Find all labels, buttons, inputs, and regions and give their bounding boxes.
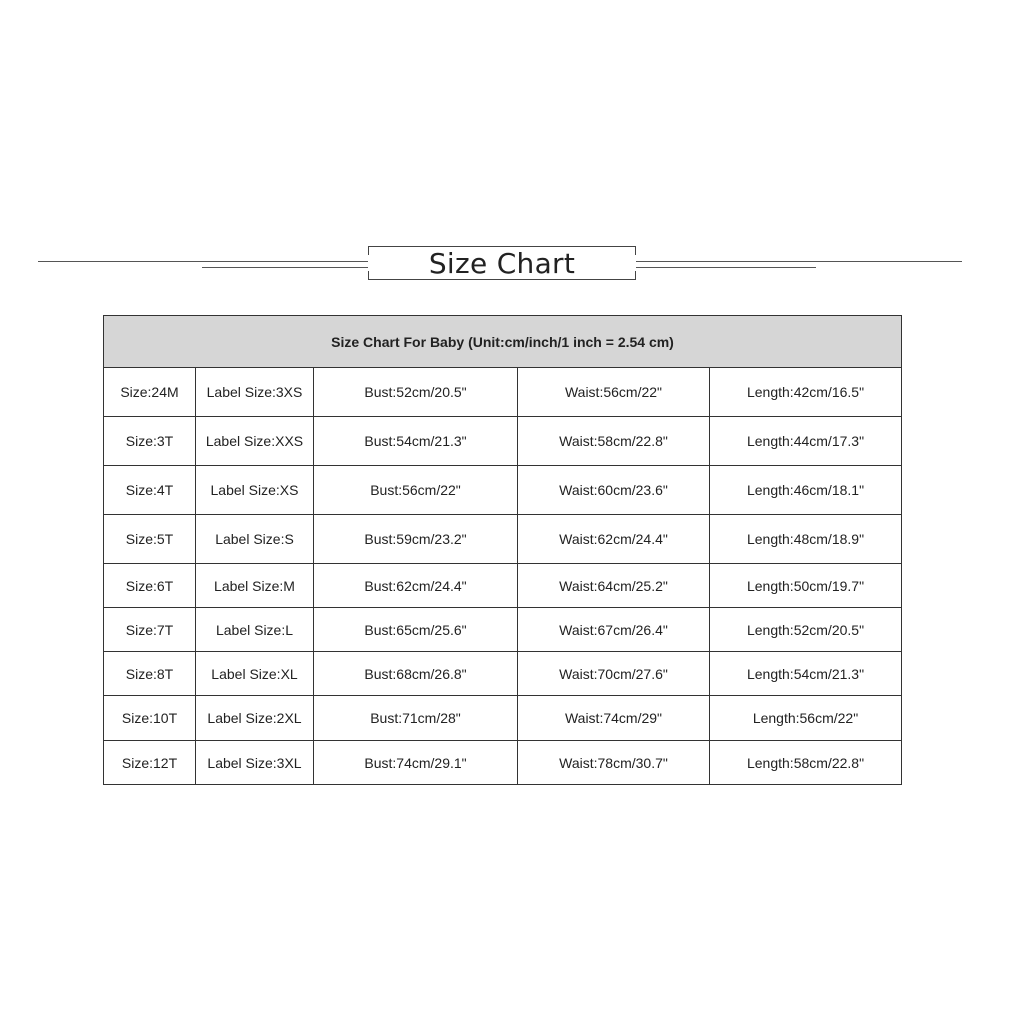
table-row	[104, 741, 902, 785]
length-cell: Length:44cm/17.3"	[710, 417, 902, 466]
title-rule-left-inner	[202, 267, 368, 268]
table-row	[104, 608, 902, 652]
waist-cell: Waist:70cm/27.6"	[518, 652, 710, 696]
bust-cell: Bust:56cm/22"	[314, 466, 518, 515]
length-cell: Length:56cm/22"	[710, 696, 902, 741]
table-row	[104, 696, 902, 741]
size-cell: Size:24M	[104, 368, 196, 417]
size-cell: Size:12T	[104, 741, 196, 785]
waist-cell: Waist:62cm/24.4"	[518, 515, 710, 564]
title-frame	[368, 246, 636, 280]
waist-cell: Waist:64cm/25.2"	[518, 564, 710, 608]
bust-cell: Bust:59cm/23.2"	[314, 515, 518, 564]
label-size-cell: Label Size:XL	[196, 652, 314, 696]
title-rule-left-outer	[38, 261, 368, 262]
length-cell: Length:48cm/18.9"	[710, 515, 902, 564]
waist-cell: Waist:58cm/22.8"	[518, 417, 710, 466]
waist-cell: Waist:74cm/29"	[518, 696, 710, 741]
waist-cell: Waist:56cm/22"	[518, 368, 710, 417]
label-size-cell: Label Size:L	[196, 608, 314, 652]
table-row	[104, 368, 902, 417]
size-cell: Size:7T	[104, 608, 196, 652]
size-cell: Size:6T	[104, 564, 196, 608]
label-size-cell: Label Size:S	[196, 515, 314, 564]
table-row	[104, 515, 902, 564]
label-size-cell: Label Size:3XL	[196, 741, 314, 785]
size-cell: Size:4T	[104, 466, 196, 515]
title-rule-right-outer	[636, 261, 962, 262]
bust-cell: Bust:54cm/21.3"	[314, 417, 518, 466]
table-header-row	[104, 316, 902, 368]
waist-cell: Waist:67cm/26.4"	[518, 608, 710, 652]
bust-cell: Bust:71cm/28"	[314, 696, 518, 741]
bust-cell: Bust:52cm/20.5"	[314, 368, 518, 417]
size-cell: Size:10T	[104, 696, 196, 741]
table-row	[104, 466, 902, 515]
length-cell: Length:58cm/22.8"	[710, 741, 902, 785]
size-cell: Size:8T	[104, 652, 196, 696]
table-row	[104, 417, 902, 466]
label-size-cell: Label Size:M	[196, 564, 314, 608]
bust-cell: Bust:68cm/26.8"	[314, 652, 518, 696]
bust-cell: Bust:65cm/25.6"	[314, 608, 518, 652]
bust-cell: Bust:62cm/24.4"	[314, 564, 518, 608]
length-cell: Length:46cm/18.1"	[710, 466, 902, 515]
table-header: Size Chart For Baby (Unit:cm/inch/1 inch = 2.54 cm)	[104, 316, 902, 368]
label-size-cell: Label Size:2XL	[196, 696, 314, 741]
waist-cell: Waist:78cm/30.7"	[518, 741, 710, 785]
size-cell: Size:5T	[104, 515, 196, 564]
table-row	[104, 652, 902, 696]
length-cell: Length:50cm/19.7"	[710, 564, 902, 608]
table-row	[104, 564, 902, 608]
size-chart-table	[103, 315, 902, 785]
label-size-cell: Label Size:XXS	[196, 417, 314, 466]
label-size-cell: Label Size:XS	[196, 466, 314, 515]
length-cell: Length:52cm/20.5"	[710, 608, 902, 652]
waist-cell: Waist:60cm/23.6"	[518, 466, 710, 515]
size-cell: Size:3T	[104, 417, 196, 466]
length-cell: Length:42cm/16.5"	[710, 368, 902, 417]
title-rule-right-inner	[636, 267, 816, 268]
length-cell: Length:54cm/21.3"	[710, 652, 902, 696]
page-title: Size Chart	[428, 246, 576, 280]
label-size-cell: Label Size:3XS	[196, 368, 314, 417]
bust-cell: Bust:74cm/29.1"	[314, 741, 518, 785]
